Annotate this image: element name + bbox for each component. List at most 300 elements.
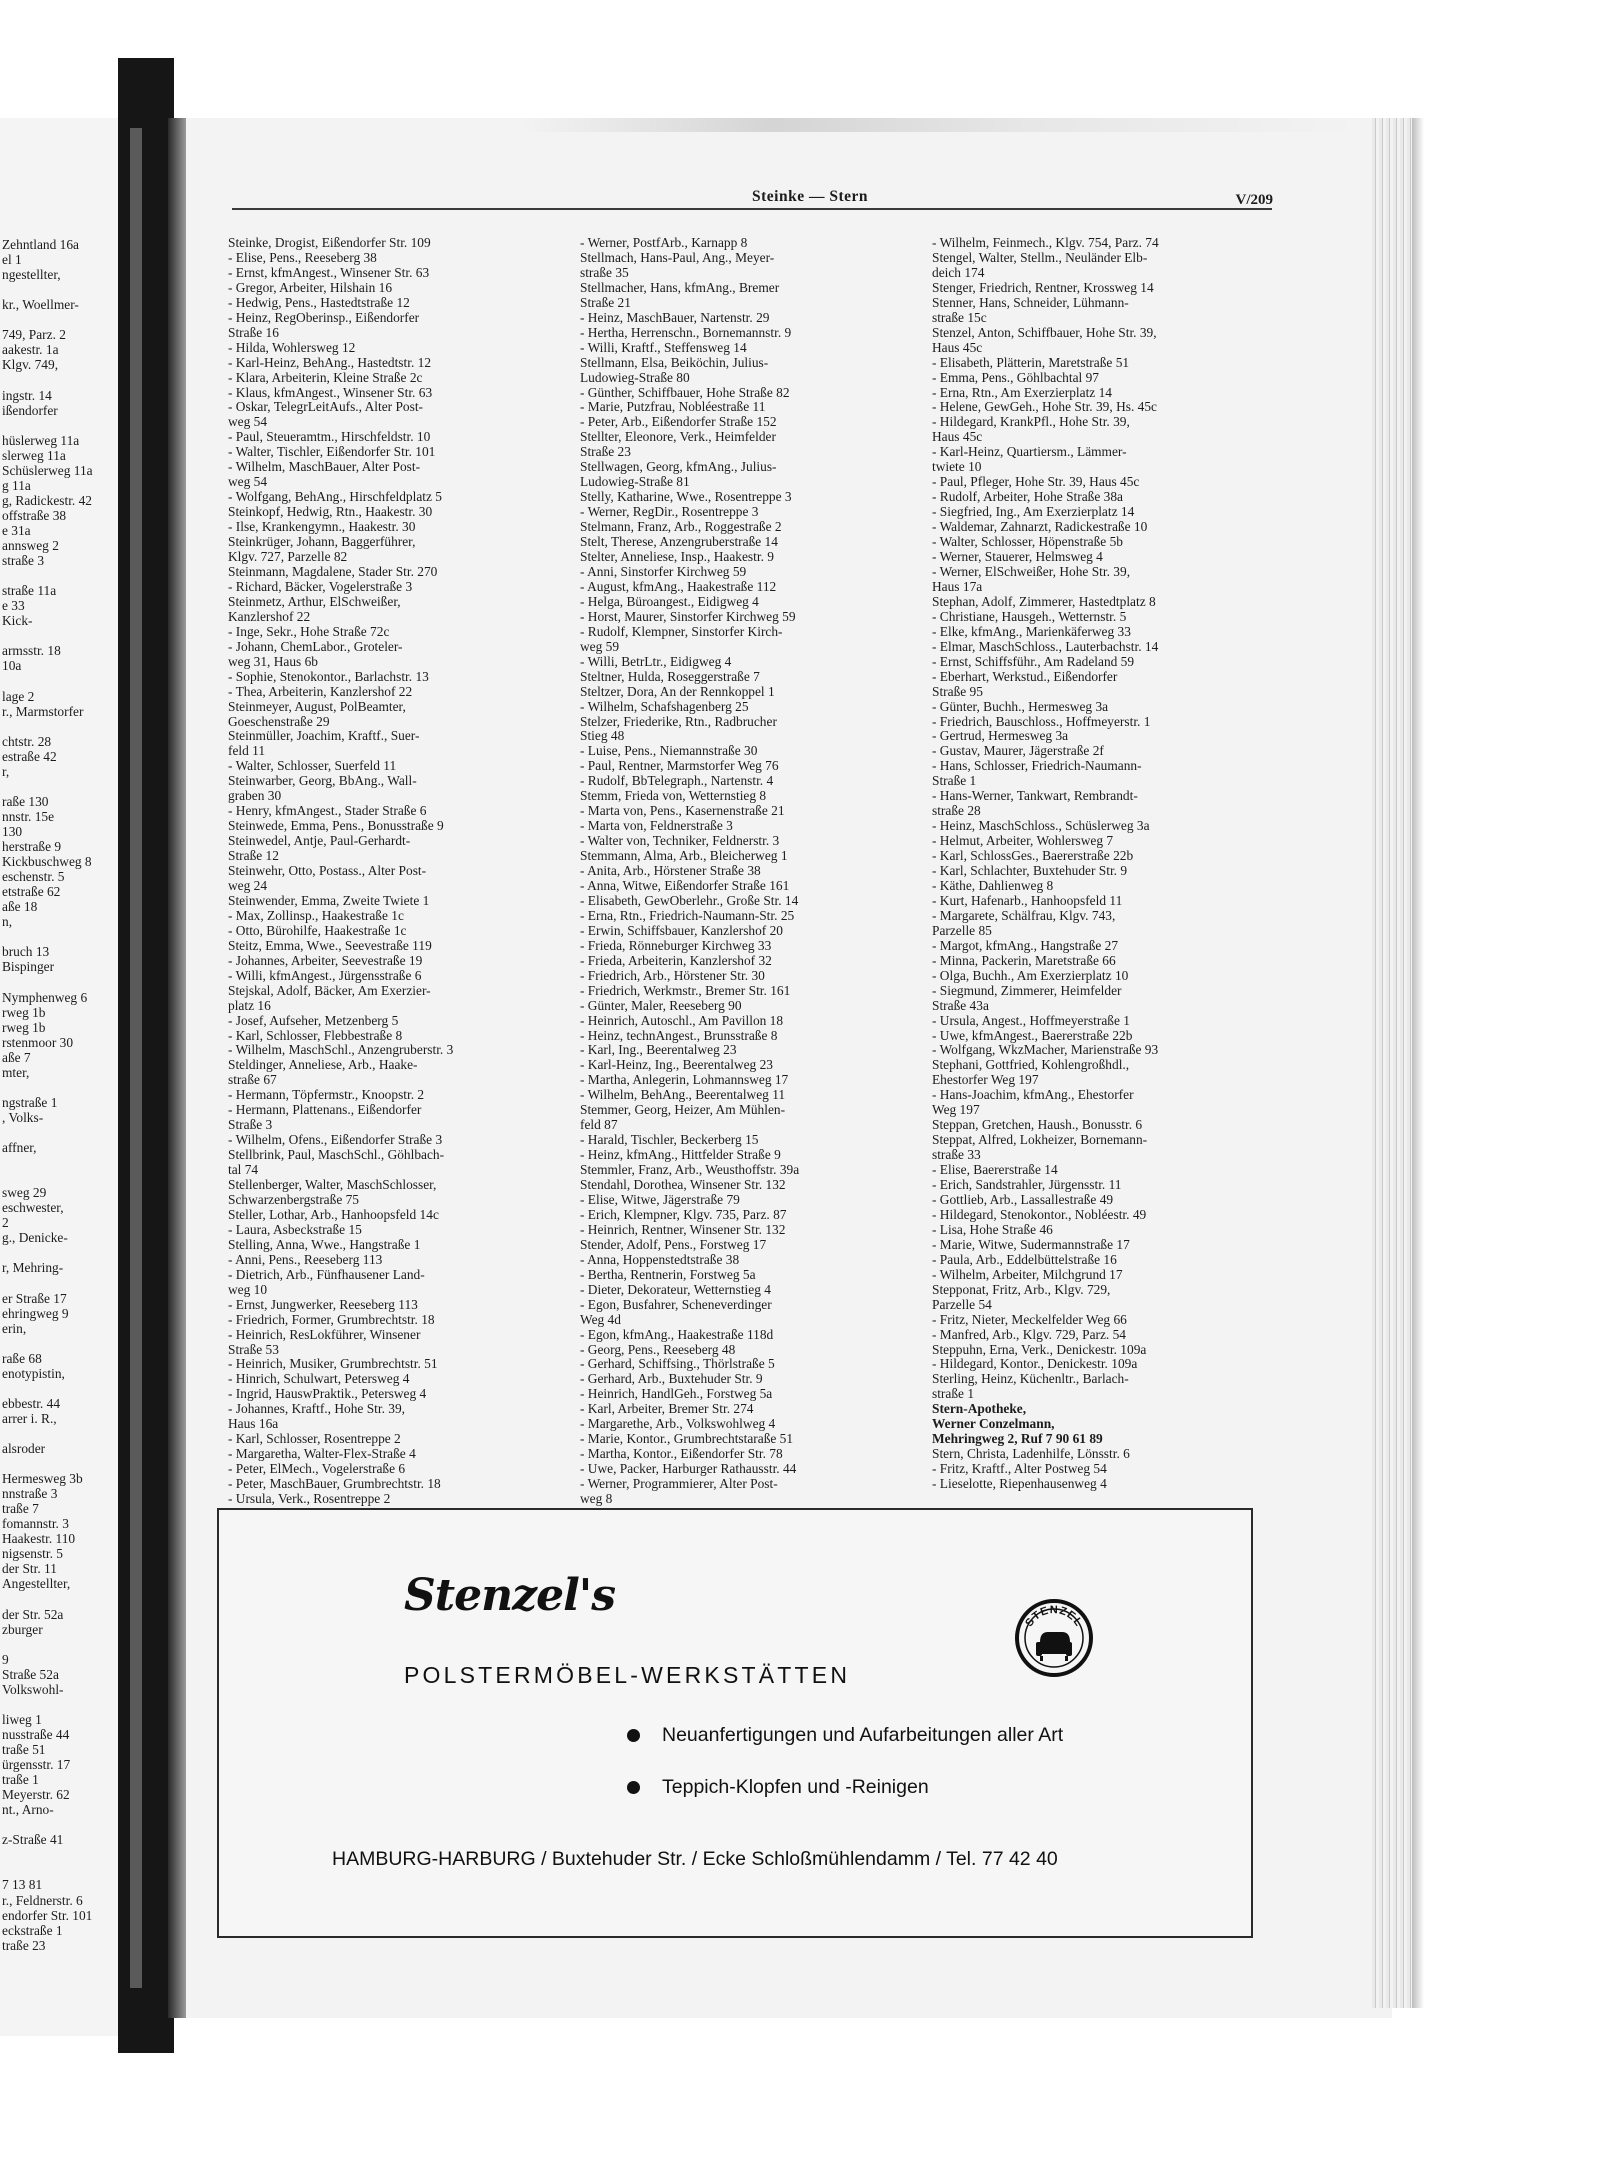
directory-entry-line: Straße 43a [932,997,989,1013]
left-page-text-fragment: nusstraße 44 [2,1726,70,1742]
directory-entry-line: Weg 197 [932,1102,980,1118]
directory-entry-line: - Erich, Klempner, Klgv. 735, Parz. 87 [580,1206,787,1222]
left-page-text-fragment: armsstr. 18 [2,643,61,659]
directory-entry-line: - Uwe, Packer, Harburger Rathausstr. 44 [580,1461,797,1477]
directory-entry-line: - Fritz, Kraftf., Alter Postweg 54 [932,1461,1107,1477]
directory-entry-line: - Georg, Pens., Reeseberg 48 [580,1341,736,1357]
ad-brand-name: Stenzel's [404,1570,616,1621]
directory-entry-line: - Kurt, Hafenarb., Hanhoopsfeld 11 [932,892,1123,908]
directory-entry-line: - Heinrich, Autoschl., Am Pavillon 18 [580,1012,784,1028]
directory-entry-line: Steinmetz, Arthur, ElSchweißer, [228,593,401,609]
directory-entry-line: Haus 45c [932,339,983,355]
directory-entry-line: Stengel, Walter, Stellm., Neuländer Elb- [932,249,1148,265]
directory-entry-line: feld 87 [580,1117,618,1133]
directory-entry-line: - Heinz, technAngest., Brunsstraße 8 [580,1027,778,1043]
left-page-text-fragment: Straße 52a [2,1666,59,1682]
bullet-icon [627,1781,640,1794]
left-page-text-fragment: Haakestr. 110 [2,1531,76,1547]
directory-entry-line: - Willi, Kraftf., Steffensweg 14 [580,339,747,355]
directory-entry-line: - Wolfgang, BehAng., Hirschfeldplatz 5 [228,489,442,505]
directory-entry-line: - Erich, Sandstrahler, Jürgensstr. 11 [932,1177,1122,1193]
left-page-text-fragment: arrer i. R., [2,1410,57,1426]
directory-entry-line: Steppat, Alfred, Lokheizer, Bornemann- [932,1132,1148,1148]
directory-entry-line: - Frieda, Arbeiterin, Kanzlershof 32 [580,952,772,968]
directory-entry-line: - Günter, Maler, Reeseberg 90 [580,997,742,1013]
directory-entry-line: - Erwin, Schiffsbauer, Kanzlershof 20 [580,922,783,938]
left-page-text-fragment: e 33 [2,598,25,614]
directory-entry-line: graben 30 [228,788,282,804]
directory-entry-line: Stelter, Anneliese, Insp., Haakestr. 9 [580,549,774,565]
left-page-text-fragment: Meyerstr. 62 [2,1787,70,1803]
left-page-text-fragment: Volkswohl- [2,1681,64,1697]
left-page-text-fragment: estraße 42 [2,748,57,764]
directory-entry-line: - Werner, PostfArb., Karnapp 8 [580,235,748,250]
directory-entry-line: - Erna, Rtn., Am Exerzierplatz 14 [932,384,1112,400]
left-page-text-fragment: er Straße 17 [2,1290,67,1306]
directory-entry-line: - Sophie, Stenokontor., Barlachstr. 13 [228,668,429,684]
left-page-text-fragment: mter, [2,1064,30,1080]
directory-entry-line: Steppuhn, Erna, Verk., Denickestr. 109a [932,1341,1147,1357]
directory-entry-line: - Paul, Pfleger, Hohe Str. 39, Haus 45c [932,474,1140,490]
directory-entry-line: - Harald, Tischler, Beckerberg 15 [580,1132,759,1148]
directory-entry-line: Kanzlershof 22 [228,608,311,624]
left-page-text-fragment: eckstraße 1 [2,1922,63,1938]
directory-entry-line: Stender, Adolf, Pens., Forstweg 17 [580,1236,767,1252]
directory-entry-line: - Eberhart, Werkstud., Eißendorfer [932,668,1118,684]
directory-entry-line: - Wilhelm, BehAng., Beerentalweg 11 [580,1087,786,1103]
left-page-text-fragment: g., Denicke- [2,1230,68,1246]
directory-entry-line: Stieg 48 [580,728,625,744]
directory-entry-line: - Elise, Witwe, Jägerstraße 79 [580,1192,740,1207]
directory-entry-line: - Ursula, Angest., Hoffmeyerstraße 1 [932,1012,1130,1028]
directory-entry-line: weg 54 [228,474,268,490]
directory-entry-line: - Peter, MaschBauer, Grumbrechtstr. 18 [228,1476,441,1492]
left-page-text-fragment: ürgensstr. 17 [2,1757,71,1773]
directory-entry-line: - Karl-Heinz, BehAng., Hastedtstr. 12 [228,354,432,370]
left-page-text-fragment: affner, [2,1140,37,1155]
left-page-text-fragment: g, Radickestr. 42 [2,492,93,508]
directory-entry-line: Haus 17a [932,578,983,594]
directory-entry-line: weg 8 [580,1491,613,1507]
directory-entry-line: straße 1 [932,1386,975,1402]
left-page-text-fragment: 7 13 81 [2,1877,43,1893]
directory-entry-line: - Anni, Pens., Reeseberg 113 [228,1251,383,1267]
running-head: Steinke — Stern [752,188,868,205]
left-page-text-fragment: 10a [2,658,22,674]
book-spine [118,58,174,2053]
left-page-text-fragment: ebbestr. 44 [2,1395,61,1411]
left-page-text-fragment: 9 [2,1651,9,1667]
directory-entry-line: - Max, Zollinsp., Haakestraße 1c [228,907,404,923]
left-page-text-fragment: aakestr. 1a [2,342,59,358]
left-page-text-fragment: 749, Parz. 2 [2,327,66,343]
directory-entry-line: - Helmut, Arbeiter, Wohlersweg 7 [932,833,1114,849]
directory-entry-line: - Willi, kfmAngest., Jürgensstraße 6 [228,967,422,983]
directory-entry-line: - Hildegard, Stenokontor., Nobléestr. 49 [932,1206,1147,1222]
directory-entry-line: Stepponat, Fritz, Arb., Klgv. 729, [932,1281,1111,1297]
left-page-text-fragment: Kick- [2,613,33,629]
bullet-icon [627,1729,640,1742]
directory-entry-line: weg 59 [580,638,620,654]
directory-column-2 [580,236,940,1507]
directory-entry-line: weg 24 [228,877,268,893]
left-page-text-fragment: der Str. 11 [2,1561,57,1577]
directory-entry-line: - Emma, Pens., Göhlbachtal 97 [932,369,1099,385]
directory-entry-line: Haus 16a [228,1416,279,1432]
directory-entry-line: - Horst, Maurer, Sinstorfer Kirchweg 59 [580,608,796,624]
directory-entry-line: Stern-Apotheke, [932,1401,1027,1417]
directory-entry-line: Stellter, Eleonore, Verk., Heimfelder [580,429,776,445]
directory-entry-line: - Helene, GewGeh., Hohe Str. 39, Hs. 45c [932,399,1157,415]
left-page-text-fragment: endorfer Str. 101 [2,1907,93,1923]
directory-entry-line: - Wilhelm, Schafshagenberg 25 [580,698,749,714]
directory-entry-line: - Werner, RegDir., Rosentreppe 3 [580,504,759,520]
left-page-text-fragment: sweg 29 [2,1185,47,1201]
directory-entry-line: - Walter von, Techniker, Feldnerstr. 3 [580,833,780,849]
ad-service-text: Neuanfertigungen und Aufarbeitungen aller Art [662,1724,1064,1746]
left-page-text-fragment: n, [2,914,13,930]
directory-entry-line: - Wilhelm, Ofens., Eißendorfer Straße 3 [228,1132,443,1148]
directory-entry-line: - Minna, Packerin, Maretstraße 66 [932,952,1116,968]
directory-entry-line: - Karl, Arbeiter, Bremer Str. 274 [580,1401,754,1417]
left-page-text-fragment: 130 [2,823,23,839]
directory-entry-line: Steinmann, Magdalene, Stader Str. 270 [228,563,438,579]
left-page-text-fragment: zburger [2,1621,43,1637]
left-page-text-fragment: rstenmoor 30 [2,1034,74,1050]
directory-entry-line: - Manfred, Arb., Klgv. 729, Parz. 54 [932,1326,1126,1342]
directory-entry-line: - Karl, Schlachter, Buxtehuder Str. 9 [932,863,1128,879]
left-page-text-fragment: annsweg 2 [2,538,59,553]
directory-entry-line: - Hans-Joachim, kfmAng., Ehestorfer [932,1087,1134,1103]
left-page-text-fragment: raße 130 [2,793,49,809]
directory-entry-line: - Walter, Schlosser, Höpenstraße 5b [932,534,1123,550]
left-page-text-fragment: nnstr. 15e [2,808,55,824]
directory-entry-line: - Karl, Schlosser, Flebbestraße 8 [228,1027,403,1043]
left-page-text-fragment: enotypistin, [2,1365,65,1381]
directory-entry-line: - Ingrid, HauswPraktik., Petersweg 4 [228,1386,427,1402]
directory-entry-line: Stemmler, Franz, Arb., Weusthoffstr. 39a [580,1162,800,1178]
directory-entry-line: - Anita, Arb., Hörstener Straße 38 [580,863,761,879]
left-page-text-fragment: straße 11a [2,583,57,599]
left-page-text-fragment: Angestellter, [2,1576,71,1592]
left-page-text-fragment: traße 7 [2,1501,39,1517]
directory-entry-line: - Siegmund, Zimmerer, Heimfelder [932,982,1122,998]
directory-entry-line: Stephan, Adolf, Zimmerer, Hastedtplatz 8 [932,593,1156,609]
directory-entry-line: Werner Conzelmann, [932,1416,1055,1432]
directory-entry-line: Stellmacher, Hans, kfmAng., Bremer [580,279,780,295]
left-page-text-fragment: nnstraße 3 [2,1486,58,1502]
directory-entry-line: - Rudolf, BbTelegraph., Nartenstr. 4 [580,773,774,789]
left-page-text-fragment: aße 7 [2,1049,31,1065]
directory-entry-line: - Karl-Heinz, Ing., Beerentalweg 23 [580,1057,773,1073]
armchair-logo-icon [1014,1598,1094,1678]
directory-entry-line: - Günther, Schiffbauer, Hohe Straße 82 [580,384,790,400]
directory-entry-line: - Margarethe, Arb., Volkswohlweg 4 [580,1416,776,1432]
directory-entry-line: - Friedrich, Former, Grumbrechtstr. 18 [228,1311,435,1327]
directory-entry-line: weg 54 [228,414,268,430]
directory-entry-line: Mehringweg 2, Ruf 7 90 61 89 [932,1431,1103,1447]
directory-entry-line: Steltner, Hulda, Roseggerstraße 7 [580,668,760,684]
directory-entry-line: straße 15c [932,309,987,325]
directory-entry-line: Weg 4d [580,1311,621,1327]
directory-entry-line: - Richard, Bäcker, Vogelerstraße 3 [228,578,413,594]
directory-entry-line: - Frieda, Rönneburger Kirchweg 33 [580,937,772,953]
directory-entry-line: - August, kfmAng., Haakestraße 112 [580,578,777,594]
directory-entry-line: Stelling, Anna, Wwe., Hangstraße 1 [228,1236,421,1252]
directory-entry-line: - Ernst, kfmAngest., Winsener Str. 63 [228,264,430,280]
left-page-text-fragment: raße 68 [2,1350,42,1366]
directory-entry-line: - Heinrich, ResLokführer, Winsener [228,1326,421,1342]
directory-entry-line: - Helga, Büroangest., Eidigweg 4 [580,593,759,609]
directory-entry-line: - Hans, Schlosser, Friedrich-Naumann- [932,758,1142,774]
left-page-text-fragment: hüslerweg 11a [2,432,80,448]
directory-entry-line: - Luise, Pens., Niemannstraße 30 [580,743,758,759]
directory-entry-line: - Hertha, Herrenschn., Bornemannstr. 9 [580,324,792,340]
directory-entry-line: - Walter, Tischler, Eißendorfer Str. 101 [228,444,436,460]
directory-entry-line: - Margaretha, Walter-Flex-Straße 4 [228,1446,416,1462]
directory-entry-line: - Friedrich, Werkmstr., Bremer Str. 161 [580,982,791,998]
directory-entry-line: Stellwagen, Georg, kfmAng., Julius- [580,459,777,475]
directory-entry-line: - Erna, Rtn., Friedrich-Naumann-Str. 25 [580,907,795,923]
directory-entry-line: - Werner, ElSchweißer, Hohe Str. 39, [932,563,1131,579]
left-page-text-fragment: etstraße 62 [2,884,61,900]
left-page-text-fragment: rweg 1b [2,1019,46,1035]
directory-entry-line: - Gertrud, Hermesweg 3a [932,728,1069,744]
directory-entry-line: - Lisa, Hohe Straße 46 [932,1221,1053,1237]
directory-entry-line: weg 31, Haus 6b [228,653,319,669]
directory-entry-line: Stelmann, Franz, Arb., Roggestraße 2 [580,519,782,535]
directory-entry-line: Steinmüller, Joachim, Kraftf., Suer- [228,728,420,744]
directory-entry-line: - Uwe, kfmAngest., Baererstraße 22b [932,1027,1133,1043]
directory-entry-line: Steltzer, Dora, An der Rennkoppel 1 [580,683,775,699]
directory-entry-line: - Siegfried, Ing., Am Exerzierplatz 14 [932,504,1135,520]
left-page-text-fragment: nt., Arno- [2,1802,54,1818]
directory-entry-line: - Dieter, Dekorateur, Wetternstieg 4 [580,1281,771,1297]
scan-smudge [520,118,1360,132]
left-page-text-fragment: ißendorfer [2,402,58,418]
directory-entry-line: Steinwedel, Antje, Paul-Gerhardt- [228,833,411,849]
directory-entry-line: - Dietrich, Arb., Fünfhausener Land- [228,1266,425,1282]
directory-entry-line: Ehestorfer Weg 197 [932,1072,1039,1088]
header-rule [232,208,1272,210]
directory-entry-line: - Paula, Arb., Eddelbüttelstraße 16 [932,1251,1117,1267]
left-page-text-fragment: , Volks- [2,1109,44,1125]
page-number: V/209 [1235,192,1273,208]
directory-entry-line: - Egon, Busfahrer, Scheneverdinger [580,1296,772,1312]
directory-entry-line: Steldinger, Anneliese, Arb., Haake- [228,1057,418,1073]
directory-entry-line: Steinwarber, Georg, BbAng., Wall- [228,773,417,789]
directory-entry-line: Schwarzenbergstraße 75 [228,1192,360,1207]
left-page-text-fragment: Zehntland 16a [2,237,79,252]
directory-entry-line: - Martha, Anlegerin, Lohmannsweg 17 [580,1072,789,1088]
left-page-text-fragment: slerweg 11a [2,447,66,463]
directory-entry-line: deich 174 [932,264,985,280]
directory-entry-line: - Josef, Aufseher, Metzenberg 5 [228,1012,399,1028]
directory-entry-line: Haus 45c [932,429,983,445]
directory-entry-line: Straße 16 [228,324,279,340]
directory-entry-line: Goeschenstraße 29 [228,713,330,729]
directory-entry-line: - Johannes, Kraftf., Hohe Str. 39, [228,1401,406,1417]
directory-entry-line: Stendahl, Dorothea, Winsener Str. 132 [580,1177,786,1193]
directory-entry-line: - Ursula, Verk., Rosentreppe 2 [228,1491,391,1507]
directory-entry-line: - Hedwig, Pens., Hastedtstraße 12 [228,294,410,310]
left-page-text-fragment: lage 2 [2,688,35,704]
directory-entry-line: Straße 1 [932,773,977,789]
directory-entry-line: Stelt, Therese, Anzengruberstraße 14 [580,534,778,550]
directory-entry-line: - Inge, Sekr., Hohe Straße 72c [228,623,390,639]
directory-entry-line: - Marie, Witwe, Sudermannstraße 17 [932,1236,1130,1252]
left-page-text-fragment: der Str. 52a [2,1606,64,1622]
page-shadow [1412,118,1424,2008]
directory-entry-line: - Wilhelm, Feinmech., Klgv. 754, Parz. 74 [932,235,1159,250]
left-page-text-fragment: ngstraße 1 [2,1094,58,1110]
directory-entry-line: - Bertha, Rentnerin, Forstweg 5a [580,1266,756,1282]
directory-entry-line: - Johannes, Arbeiter, Seevestraße 19 [228,952,423,968]
directory-entry-line: - Heinz, MaschBauer, Nartenstr. 29 [580,309,770,325]
directory-entry-line: - Peter, ElMech., Vogelerstraße 6 [228,1461,406,1477]
directory-entry-line: - Otto, Bürohilfe, Haakestraße 1c [228,922,407,938]
directory-entry-line: - Karl, Schlosser, Rosentreppe 2 [228,1431,401,1447]
directory-entry-line: - Ilse, Krankengymn., Haakestr. 30 [228,519,416,535]
directory-entry-line: feld 11 [228,743,266,759]
left-page-text-fragment: r, Mehring- [2,1260,64,1276]
directory-entry-line: - Werner, Programmierer, Alter Post- [580,1476,778,1492]
directory-entry-line: - Martha, Kontor., Eißendorfer Str. 78 [580,1446,783,1462]
directory-entry-line: Steller, Lothar, Arb., Hanhoopsfeld 14c [228,1206,439,1222]
directory-entry-line: Stellmann, Elsa, Beiköchin, Julius- [580,354,769,370]
directory-entry-line: - Lieselotte, Riepenhausenweg 4 [932,1476,1107,1492]
directory-entry-line: - Margarete, Schälfrau, Klgv. 743, [932,907,1116,923]
directory-column-3 [932,236,1284,1492]
directory-entry-line: - Heinz, RegOberinsp., Eißendorfer [228,309,420,325]
left-page-text-fragment: e 31a [2,522,31,538]
directory-entry-line: Steinkopf, Hedwig, Rtn., Haakestr. 30 [228,504,433,520]
directory-entry-line: Steppan, Gretchen, Haush., Bonusstr. 6 [932,1117,1143,1133]
directory-entry-line: platz 16 [228,997,271,1013]
directory-entry-line: Stellbrink, Paul, MaschSchl., Göhlbach- [228,1147,445,1163]
ad-service-text: Teppich-Klopfen und -Reinigen [662,1776,929,1798]
directory-entry-line: - Anna, Witwe, Eißendorfer Straße 161 [580,877,790,893]
directory-entry-line: Stemmer, Georg, Heizer, Am Mühlen- [580,1102,786,1118]
directory-entry-line: Stelzer, Friederike, Rtn., Radbrucher [580,713,777,729]
left-page-text-fragment: Klgv. 749, [2,357,59,373]
directory-entry-line: - Gustav, Maurer, Jägerstraße 2f [932,743,1104,759]
directory-entry-line: - Elke, kfmAng., Marienkäferweg 33 [932,623,1131,639]
directory-entry-line: - Paul, Rentner, Marmstorfer Weg 76 [580,758,779,774]
directory-entry-line: - Heinz, MaschSchloss., Schüslerweg 3a [932,818,1150,834]
directory-entry-line: Straße 21 [580,294,631,310]
left-page-text-fragment: fomannstr. 3 [2,1516,69,1532]
directory-entry-line: - Hildegard, KrankPfl., Hohe Str. 39, [932,414,1130,430]
directory-entry-line: - Klara, Arbeiterin, Kleine Straße 2c [228,369,423,385]
spine-edge [130,128,142,1988]
left-page-text-fragment: eschenstr. 5 [2,869,65,885]
directory-entry-line: - Rudolf, Klempner, Sinstorfer Kirch- [580,623,783,639]
directory-entry-line: Straße 23 [580,444,631,460]
directory-entry-line: Stemmann, Alma, Arb., Bleicherweg 1 [580,848,788,864]
left-page-text-fragment: traße 1 [2,1772,39,1788]
left-page-text-fragment: r, [2,763,10,779]
directory-entry-line: Stelly, Katharine, Wwe., Rosentreppe 3 [580,489,792,505]
directory-entry-line: - Fritz, Nieter, Meckelfelder Weg 66 [932,1311,1127,1327]
directory-entry-line: - Paul, Steueramtm., Hirschfeldstr. 10 [228,429,431,445]
ad-subtitle: POLSTERMÖBEL-WERKSTÄTTEN [404,1662,851,1688]
left-page-text-fragment: r., Marmstorfer [2,703,84,719]
left-page-text-fragment: el 1 [2,252,22,268]
directory-entry-line: straße 28 [932,803,981,819]
directory-entry-line: - Waldemar, Zahnarzt, Radickestraße 10 [932,519,1148,535]
left-page-text-fragment: 2 [2,1215,9,1231]
directory-entry-line: Parzelle 54 [932,1296,992,1312]
directory-entry-line: Stellenberger, Walter, MaschSchlosser, [228,1177,437,1193]
directory-column-1 [228,236,588,1507]
directory-entry-line: - Anna, Hoppenstedtstraße 38 [580,1251,740,1267]
directory-entry-line: Steinmeyer, August, PolBeamter, [228,698,406,714]
directory-entry-line: - Egon, kfmAng., Haakestraße 118d [580,1326,774,1342]
ad-service-item [627,1776,929,1799]
directory-entry-line: - Gregor, Arbeiter, Hilshain 16 [228,279,393,295]
directory-entry-line: Stephani, Gottfried, Kohlengroßhdl., [932,1057,1130,1073]
left-page-text-fragment: aße 18 [2,899,38,915]
directory-entry-line: Stejskal, Adolf, Bäcker, Am Exerzier- [228,982,431,998]
left-page-text-fragment: liweg 1 [2,1711,42,1727]
left-page-text-fragment: chtstr. 28 [2,733,52,749]
directory-entry-line: - Klaus, kfmAngest., Winsener Str. 63 [228,384,433,400]
left-page-text-fragment: Nymphenweg 6 [2,989,88,1005]
directory-entry-line: - Willi, BetrLtr., Eidigweg 4 [580,653,732,669]
page-gutter [168,118,186,2018]
directory-entry-line: - Elisabeth, Plätterin, Maretstraße 51 [932,354,1130,370]
directory-entry-line: - Heinz, kfmAng., Hittfelder Straße 9 [580,1147,781,1163]
directory-entry-line: - Laura, Asbeckstraße 15 [228,1221,362,1237]
directory-entry-line: - Gottlieb, Arb., Lassallestraße 49 [932,1192,1114,1207]
directory-entry-line: - Ernst, Jungwerker, Reeseberg 113 [228,1296,418,1312]
directory-entry-line: Sterling, Heinz, Küchenltr., Barlach- [932,1371,1129,1387]
left-page-text-fragment: straße 3 [2,553,45,569]
left-page-text-fragment: ngestellter, [2,267,61,283]
directory-entry-line: - Hermann, Töpfermstr., Knoopstr. 2 [228,1087,425,1103]
directory-entry-line: - Hildegard, Kontor., Denickestr. 109a [932,1356,1138,1372]
ad-service-item [627,1724,1063,1747]
directory-entry-line: - Elise, Baererstraße 14 [932,1162,1058,1178]
directory-entry-line: - Johann, ChemLabor., Groteler- [228,638,403,654]
left-page-text-fragment: ingstr. 14 [2,387,52,403]
left-page-text-fragment: Bispinger [2,959,55,975]
left-page-text-fragment: bruch 13 [2,944,50,960]
left-page-text-fragment: z-Straße 41 [2,1832,64,1848]
directory-entry-line: twiete 10 [932,459,982,475]
directory-entry-line: Steinwender, Emma, Zweite Twiete 1 [228,892,430,908]
directory-entry-line: - Marta von, Pens., Kasernenstraße 21 [580,803,785,819]
directory-entry-line: Steinkrüger, Johann, Baggerführer, [228,534,416,550]
directory-entry-line: - Hilda, Wohlersweg 12 [228,339,356,355]
directory-entry-line: - Oskar, TelegrLeitAufs., Alter Post- [228,399,424,415]
directory-entry-line: Stellmach, Hans-Paul, Ang., Meyer- [580,249,775,265]
directory-entry-line: straße 35 [580,264,629,280]
directory-entry-line: - Friedrich, Arb., Hörstener Str. 30 [580,967,765,983]
directory-entry-line: - Marie, Kontor., Grumbrechtstaraße 51 [580,1431,794,1447]
directory-entry-line: Stemm, Frieda von, Wetternstieg 8 [580,788,767,804]
directory-entry-line: Ludowieg-Straße 80 [580,369,690,385]
directory-entry-line: - Ernst, Schiffsführ., Am Radeland 59 [932,653,1135,669]
directory-entry-line: - Werner, Stauerer, Helmsweg 4 [932,549,1103,565]
directory-entry-line: straße 67 [228,1072,277,1088]
directory-entry-line: tal 74 [228,1162,259,1178]
directory-entry-line: - Christiane, Hausgeh., Wetternstr. 5 [932,608,1127,624]
directory-entry-line: - Wilhelm, MaschBauer, Alter Post- [228,459,421,475]
directory-entry-line: - Heinrich, Rentner, Winsener Str. 132 [580,1221,786,1237]
directory-entry-line: - Hermann, Plattenans., Eißendorfer [228,1102,422,1118]
